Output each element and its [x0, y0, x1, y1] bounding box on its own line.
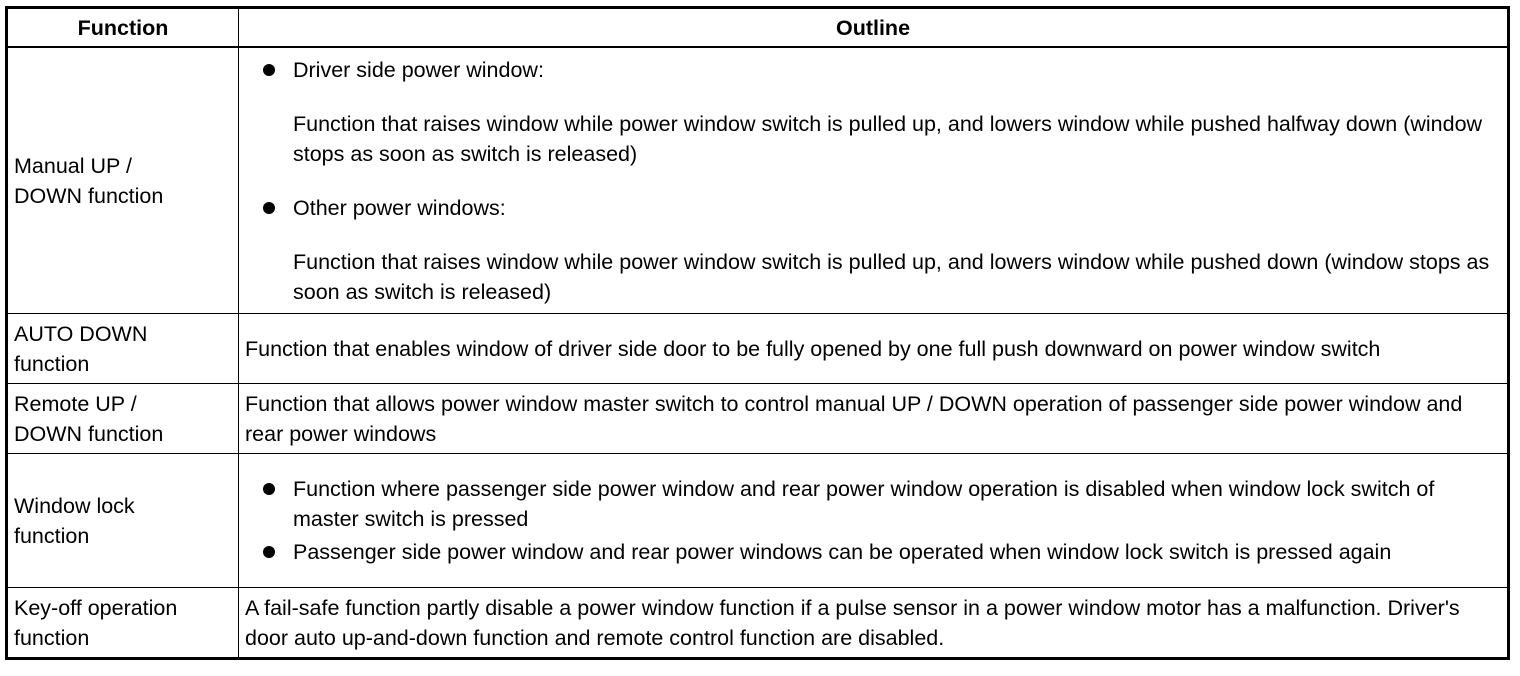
header-outline: Outline [239, 8, 1509, 48]
outline-bullet [245, 474, 1499, 534]
header-function: Function [7, 8, 239, 48]
function-name-line: AUTO DOWN [14, 321, 148, 346]
outline-detail: Function that raises window while power window switch is pulled up, and lowers window while pushed halfway down (window stops as soon as switch is released) [293, 111, 1483, 166]
function-name-line: DOWN function [14, 183, 164, 208]
bullet-dot-icon [263, 202, 275, 214]
function-cell [7, 384, 239, 454]
outline-cell [239, 454, 1509, 588]
outline-cell [239, 314, 1509, 384]
function-name-line: DOWN function [14, 421, 164, 446]
function-outline-document [5, 6, 1510, 660]
outline-text: Function that allows power window master switch to control manual UP / DOWN operation of passenger side power window and rear power windows [245, 391, 1463, 446]
function-name-line: Key-off operation [14, 595, 178, 620]
outline-bullet-text: Passenger side power window and rear power windows can be operated when window lock switch is pressed again [293, 540, 1392, 564]
table-row-manual-up-down [7, 47, 1509, 314]
table-row-remote-up-down [7, 384, 1509, 454]
table-row-key-off-operation [7, 588, 1509, 659]
outline-bullet-heading: Other power windows: [293, 195, 506, 220]
function-name-line: function [14, 625, 90, 650]
function-name-line: function [14, 351, 90, 376]
bullet-dot-icon [263, 483, 275, 495]
function-cell [7, 454, 239, 588]
outline-bullet [245, 193, 1499, 223]
bullet-dot-icon [263, 64, 275, 76]
bullet-dot-icon [263, 546, 275, 558]
function-name-line: function [14, 523, 90, 548]
table-row-window-lock [7, 454, 1509, 588]
table-header-row [7, 8, 1509, 48]
function-name-line: Window lock [14, 493, 135, 518]
function-name-line: Manual UP / [14, 153, 132, 178]
outline-bullet-text: Function where passenger side power window and rear power window operation is disabled when window lock switch of master switch is pressed [293, 477, 1435, 531]
function-outline-table [5, 6, 1510, 660]
outline-bullet [245, 55, 1499, 85]
outline-detail: Function that raises window while power window switch is pulled up, and lowers window while pushed down (window stops as soon as switch is released) [293, 249, 1490, 304]
outline-cell [239, 588, 1509, 659]
outline-cell [239, 384, 1509, 454]
outline-bullet-heading: Driver side power window: [293, 57, 544, 82]
function-name-line: Remote UP / [14, 391, 137, 416]
function-cell [7, 314, 239, 384]
function-cell [7, 588, 239, 659]
outline-cell [239, 47, 1509, 314]
outline-bullet [245, 537, 1499, 567]
outline-text: A fail-safe function partly disable a power window function if a pulse sensor in a power window motor has a malfunction. Driver's door auto up-and-down function and remote control function are disabled. [245, 595, 1460, 650]
outline-text: Function that enables window of driver side door to be fully opened by one full push downward on power window switch [245, 336, 1381, 361]
table-row-auto-down [7, 314, 1509, 384]
function-cell [7, 47, 239, 314]
